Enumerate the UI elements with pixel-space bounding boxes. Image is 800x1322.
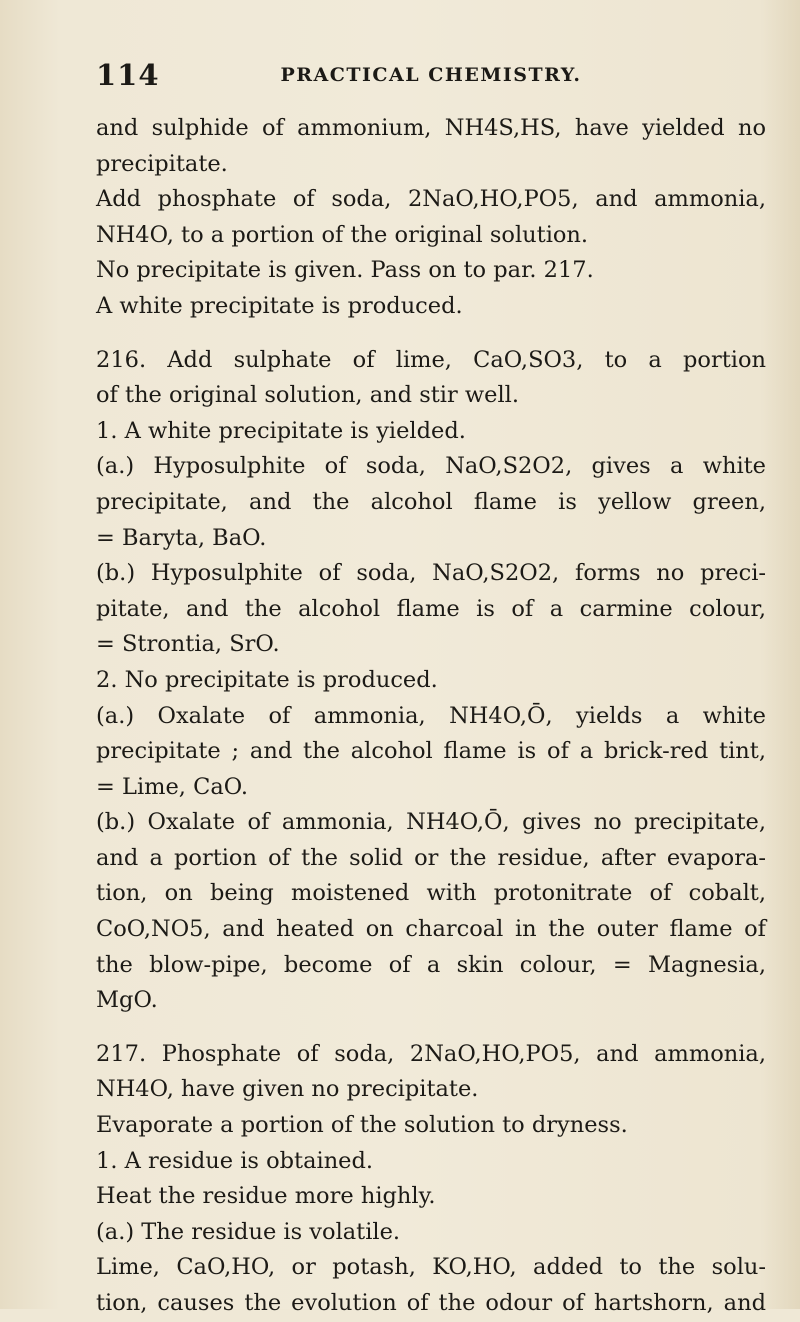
text-line: = Strontia, SrO.: [96, 631, 280, 658]
text-line: NH4O, to a portion of the original solution.: [96, 221, 589, 248]
text-line: tion, on being moistened with protonitrate of cobalt,: [96, 880, 766, 907]
text-line: = Lime, CaO.: [96, 773, 249, 800]
text-line: precipitate ; and the alcohol flame is of a brick-red tint,: [96, 738, 766, 765]
text-line: CoO,NO5, and heated on charcoal in the outer flame of: [96, 916, 766, 943]
text-line: (b.) Hyposulphite of soda, NaO,S2O2, forms no preci-: [96, 560, 766, 587]
page-number: 114: [96, 58, 160, 92]
text-line: 2. No precipitate is produced.: [96, 666, 438, 693]
text-line: and a portion of the solid or the residue, after evapora-: [96, 844, 766, 871]
text-line: precipitate, and the alcohol flame is yellow green,: [96, 488, 766, 515]
text-line: Evaporate a portion of the solution to dryness.: [96, 1112, 628, 1139]
text-line: 1. A white precipitate is yielded.: [96, 417, 466, 444]
text-line: = Baryta, BaO.: [96, 524, 267, 551]
text-line: (a.) Hyposulphite of soda, NaO,S2O2, gives a white: [96, 453, 766, 480]
text-line: the blow-pipe, become of a skin colour, = Magnesia,: [96, 951, 766, 978]
body-text: [96, 111, 766, 1322]
text-line: 1. A residue is obtained.: [96, 1147, 374, 1174]
text-line: MgO.: [96, 987, 158, 1014]
text-line: of the original solution, and stir well.: [96, 382, 520, 409]
text-line: No precipitate is given. Pass on to par. 217.: [96, 257, 594, 284]
text-line: A white precipitate is produced.: [96, 292, 463, 319]
text-line: 217. Phosphate of soda, 2NaO,HO,PO5, and ammonia,: [96, 1040, 766, 1067]
text-line: (a.) Oxalate of ammonia, NH4O,Ō, yields a white: [96, 702, 766, 729]
page-header: [96, 58, 746, 98]
text-line: Add phosphate of soda, 2NaO,HO,PO5, and ammonia,: [96, 186, 766, 213]
running-title: PRACTICAL CHEMISTRY.: [280, 64, 582, 86]
text-line: (a.) The residue is volatile.: [96, 1218, 401, 1245]
text-line: and sulphide of ammonium, NH4S,HS, have yielded no: [96, 115, 766, 141]
text-line: Heat the residue more highly.: [96, 1183, 436, 1210]
text-line: pitate, and the alcohol flame is of a carmine colour,: [96, 595, 766, 622]
text-line: NH4O, have given no precipitate.: [96, 1076, 479, 1103]
text-line: Lime, CaO,HO, or potash, KO,HO, added to the solu-: [96, 1254, 766, 1281]
text-line: (b.) Oxalate of ammonia, NH4O,Ō, gives no precipitate,: [96, 809, 766, 836]
text-line: precipitate.: [96, 150, 228, 177]
text-line: tion, causes the evolution of the odour of hartshorn, and: [96, 1290, 766, 1316]
text-line: 216. Add sulphate of lime, CaO,SO3, to a portion: [96, 346, 766, 373]
